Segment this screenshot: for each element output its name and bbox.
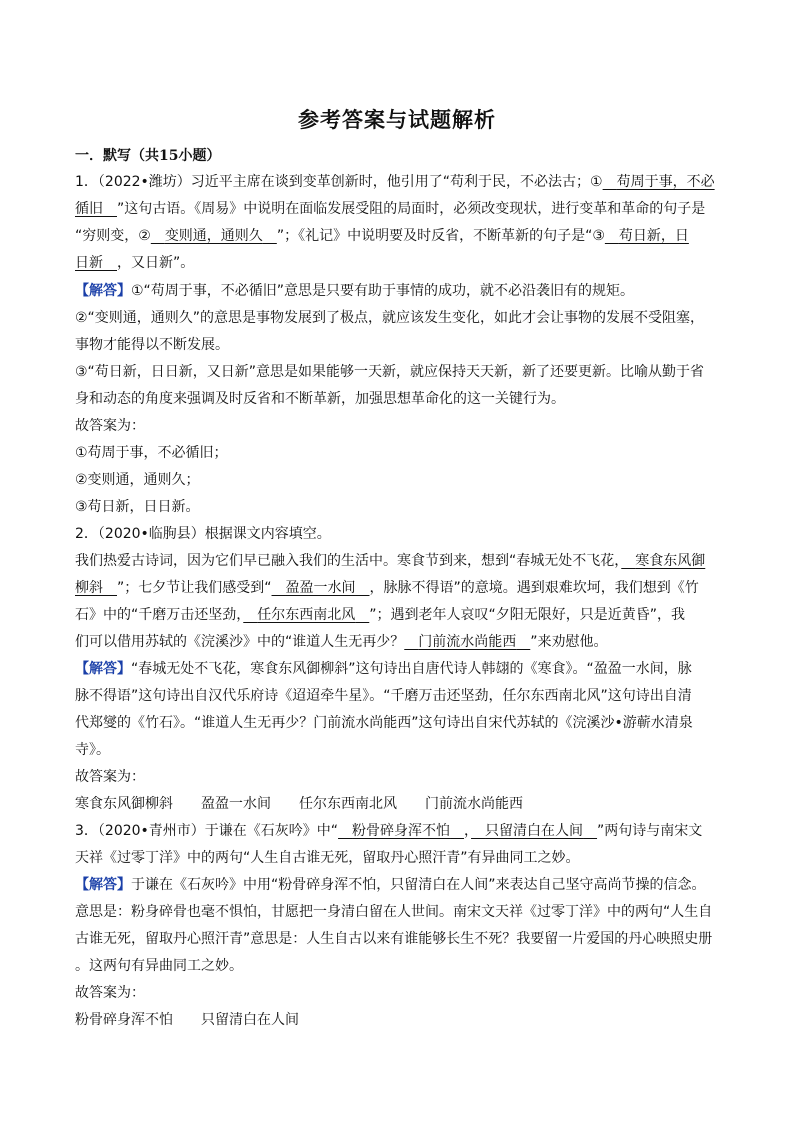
- q2-blank-1-text: 寒食东风御: [635, 553, 706, 569]
- q3-text: ，: [464, 823, 472, 839]
- q2-text: 石》中的“千磨万击还坚劲，: [75, 607, 244, 623]
- q1-solution-1: [75, 281, 634, 301]
- q3-line-2: 天祥《过零丁洋》中的两句“人生自古谁无死，留取丹心照汗青”有异曲同工之妙。: [75, 850, 580, 866]
- q2-text: ”；七夕节让我们感受到“: [117, 580, 272, 596]
- q2-line-5: [75, 632, 608, 652]
- q3-answer: 粉骨碎身浑不怕 只留清白在人间: [75, 1012, 299, 1028]
- q1-blank-2-text: 变则通，通则久: [164, 228, 263, 244]
- q2-line-3: [75, 578, 699, 598]
- q2-blank-2-text: 盈盈一水间: [285, 580, 356, 596]
- q3-blank-2: [471, 823, 597, 839]
- q3-answer-label: 故答案为：: [75, 985, 145, 1001]
- q3-solution-text: 于谦在《石灰吟》中用“粉骨碎身浑不怕，只留清白在人间”来表达自己坚守高尚节操的信念。: [131, 877, 706, 893]
- q1-solution-text: ①“苟周于事，不必循旧”意思是只要有助于事情的成功，就不必沿袭旧有的规矩。: [131, 283, 635, 299]
- q2-answer: 寒食东风御柳斜 盈盈一水间 任尔东西南北风 门前流水尚能西: [75, 796, 523, 812]
- q1-line-2: [75, 199, 705, 219]
- q2-text: ，脉脉不得语”的意境。遇到艰难坎坷，我们想到《竹: [369, 580, 699, 596]
- q1-blank-3: [605, 228, 689, 244]
- q1-blank-1-text: 苟周于事，不必: [616, 174, 715, 190]
- q2-blank-1-text-cont: 柳斜: [75, 580, 103, 596]
- q1-blank-3-text-cont: 日新: [75, 255, 103, 271]
- q3-blank-1: [338, 823, 464, 839]
- q2-solution-3: 代郑燮的《竹石》。“谁道人生无再少？门前流水尚能西”这句诗出自宋代苏轼的《浣溪沙•游蕲水清泉: [75, 715, 693, 731]
- q2-solution-2: 脉不得语”这句诗出自汉代乐府诗《迢迢牵牛星》。“千磨万击还坚劲，任尔东西南北风”这句诗出自清: [75, 688, 692, 704]
- q1-answer-label: 故答案为：: [75, 418, 145, 434]
- q2-blank-4: [404, 634, 530, 650]
- q2-text: ”；遇到老年人哀叹“夕阳无限好，只是近黄昏”，我: [369, 607, 686, 623]
- q3-solution-4: 。这两句有异曲同工之妙。: [75, 958, 243, 974]
- q2-text: ”来劝慰他。: [530, 634, 608, 650]
- q1-line-3: [75, 226, 689, 246]
- q1-blank-2: [151, 228, 277, 244]
- section-heading: 一．默写（共15小题）: [75, 148, 221, 164]
- q2-text: 们可以借用苏轼的《浣溪沙》中的“谁道人生无再少？: [75, 634, 405, 650]
- answer-tag: 【解答】: [75, 877, 131, 893]
- q1-solution-4: ③“苟日新，日日新，又日新”意思是如果能够一天新，就应保持天天新，新了还要更新。比喻从勤于省: [75, 364, 705, 380]
- q2-blank-3: [243, 607, 369, 623]
- q2-line-2: [75, 551, 705, 571]
- q2-blank-3-text: 任尔东西南北风: [257, 607, 356, 623]
- q2-blank-1-cont: [75, 580, 117, 596]
- answer-tag: 【解答】: [75, 283, 131, 299]
- q2-blank-4-text: 门前流水尚能西: [418, 634, 517, 650]
- q1-line-4: [75, 253, 194, 273]
- q1-text: ”；《礼记》中说明要及时反省，不断革新的句子是“③: [276, 228, 605, 244]
- q1-solution-2: ②“变则通，通则久”的意思是事物发展到了极点，就应该发生变化，如此才会让事物的发展不受阻塞，: [75, 310, 705, 326]
- q2-solution-text: “春城无处不飞花，寒食东风御柳斜”这句诗出自唐代诗人韩翃的《寒食》。“盈盈一水间，脉: [131, 661, 692, 677]
- page-title: 参考答案与试题解析: [298, 107, 496, 132]
- q2-answer-label: 故答案为：: [75, 769, 145, 785]
- q1-blank-1: [603, 174, 715, 190]
- q2-text: 我们热爱古诗词，因为它们早已融入我们的生活中。寒食节到来，想到“春城无处不飞花，: [75, 553, 622, 569]
- q1-blank-1-cont: [75, 201, 117, 217]
- answer-tag: 【解答】: [75, 661, 131, 677]
- q1-blank-3-cont: [75, 255, 117, 271]
- q2-line-1: 2．（2020•临朐县）根据课文内容填空。: [75, 526, 331, 542]
- q3-blank-1-text: 粉骨碎身浑不怕: [352, 823, 451, 839]
- q1-text: “穷则变，②: [75, 228, 151, 244]
- q2-blank-2: [272, 580, 370, 596]
- q3-solution-1: [75, 875, 706, 895]
- q1-answer-3: ③苟日新，日日新。: [75, 499, 200, 515]
- q3-text: 3．（2020•青州市）于谦在《石灰吟》中“: [75, 823, 339, 839]
- q1-solution-5: 身和动态的角度来强调及时反省和不断革新，加强思想革命化的这一关键行为。: [75, 391, 565, 407]
- q2-solution-4: 寺》。: [75, 742, 110, 758]
- q2-blank-1: [621, 553, 705, 569]
- q1-answer-2: ②变则通，通则久；: [75, 472, 200, 488]
- q3-blank-2-text: 只留清白在人间: [485, 823, 584, 839]
- q2-solution-1: [75, 659, 692, 679]
- q1-text: 1．（2022•潍坊）习近平主席在谈到变革创新时，他引用了“苟利于民，不必法古；①: [75, 174, 603, 190]
- q1-blank-3-text: 苟日新，日: [618, 228, 689, 244]
- q1-solution-3: 事物才能得以不断发展。: [75, 337, 229, 353]
- q2-line-4: [75, 605, 685, 625]
- q1-answer-1: ①苟周于事，不必循旧；: [75, 445, 228, 461]
- q3-text: ”两句诗与南宋文: [597, 823, 703, 839]
- q3-solution-3: 古谁无死，留取丹心照汗青”意思是：人生自古以来有谁能够长生不死？我要留一片爱国的丹心映照史册: [75, 931, 713, 947]
- q3-line-1: [75, 821, 702, 841]
- q1-blank-1-text-cont: 循旧: [75, 201, 103, 217]
- q3-solution-2: 意思是：粉身碎骨也毫不惧怕，甘愿把一身清白留在人世间。南宋文天祥《过零丁洋》中的两句“人生自: [75, 904, 713, 920]
- q1-text: ”这句古语。《周易》中说明在面临发展受阻的局面时，必须改变现状，进行变革和革命的句子是: [117, 201, 706, 217]
- q1-text: ，又日新”。: [117, 255, 195, 271]
- q1-line-1: [75, 172, 715, 192]
